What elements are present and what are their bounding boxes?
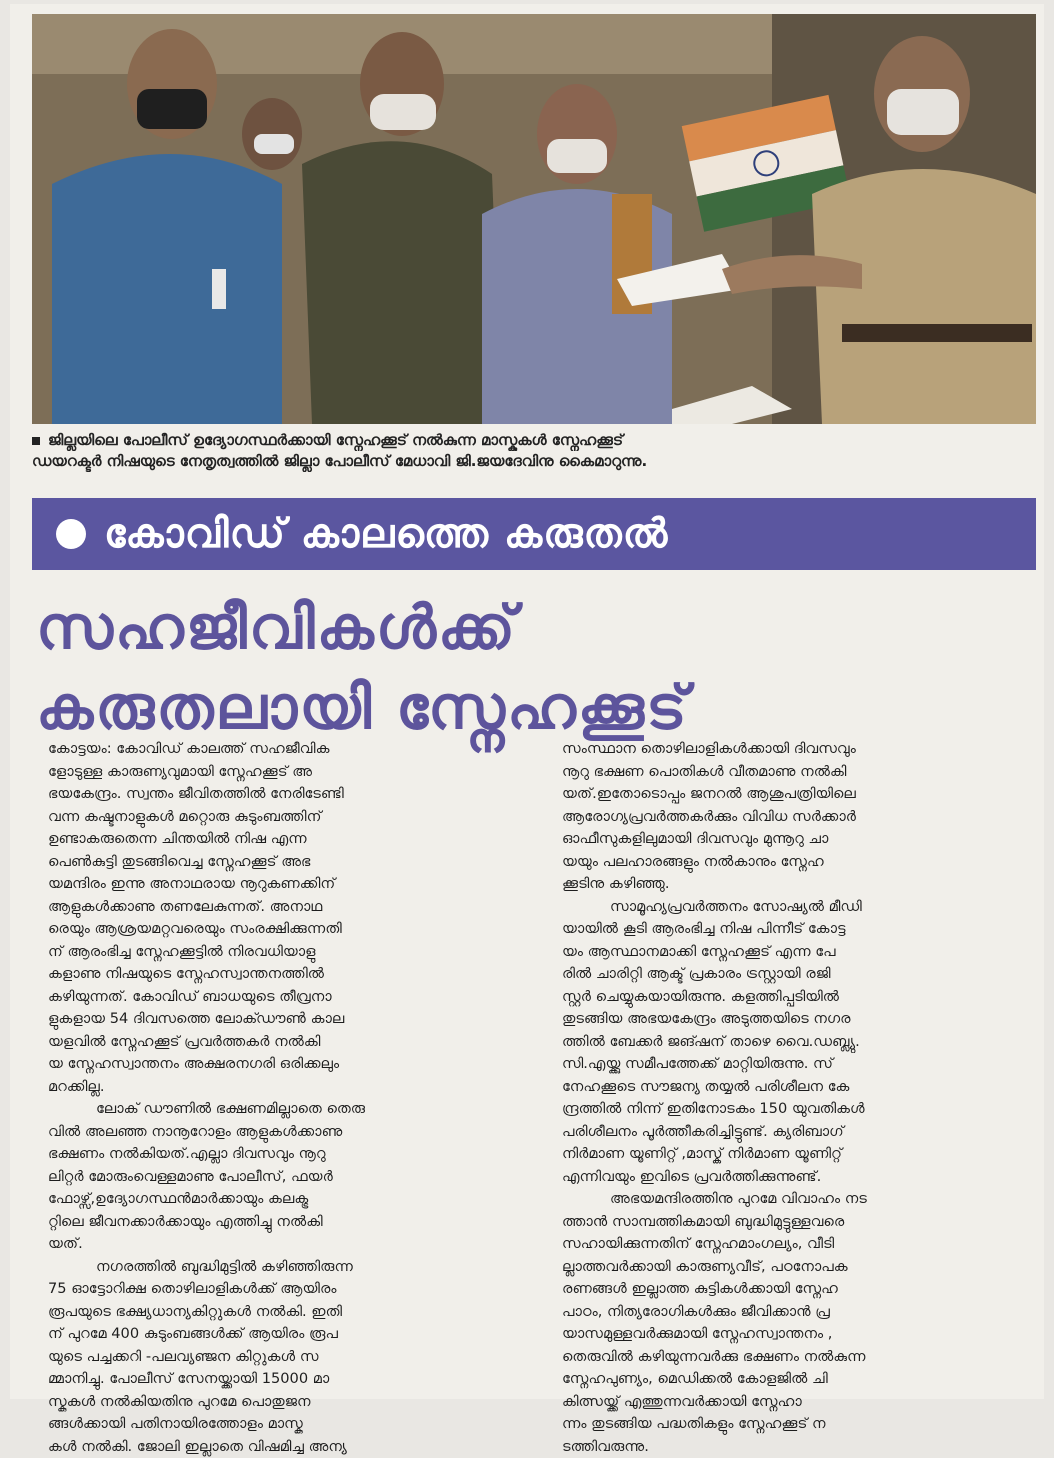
body-text-line: കിത്സയ്ക്ക് എത്തുന്നവർക്കായി സ്നേഹാ (562, 1391, 1024, 1414)
body-text-line: ന്ദ്രത്തിൽ നിന്ന് ഇതിനോടകം 150 യുവതികൾ (562, 1098, 1024, 1121)
body-text-line: വന്ന കഷ്ടനാളുകൾ മറ്റൊരു കുടുംബത്തിന് (48, 806, 528, 829)
body-text-line: രിൽ ചാരിറ്റി ആക്ട് പ്രകാരം ട്രസ്റ്റായി രജി (562, 963, 1024, 986)
body-text-line: ആളുകൾക്കാണു തണലേകുന്നത്. അനാഥ (48, 896, 528, 919)
section-kicker (32, 498, 1036, 570)
body-text-line: മ്മാനിച്ചു. പോലീസ് സേനയ്ക്കായി 15000 മാ (48, 1368, 528, 1391)
body-text-line: ടത്തിവരുന്നു. (562, 1436, 1024, 1458)
body-text-line: സ്കുകൾ നൽകിയതിനു പുറമേ പൊതുജന (48, 1391, 528, 1414)
body-text-line: സ്നേഹപുണ്യം, മെഡിക്കൽ കോളജിൽ ചി (562, 1368, 1024, 1391)
newspaper-page (10, 4, 1044, 1399)
body-text-line: ഓഫീസുകളിലുമായി ദിവസവും മുന്നൂറു ചാ (562, 828, 1024, 851)
caption-bullet-icon (32, 437, 40, 445)
kicker-text: കോവിഡ് കാലത്തെ കരുതൽ (104, 511, 668, 557)
body-text-line: തുടങ്ങിയ അഭയകേന്ദ്രം അടുത്തയിടെ നഗര (562, 1008, 1024, 1031)
body-text-line: രൂപയുടെ ഭക്ഷ്യധാന്യകിറ്റുകൾ നൽകി. ഇതി (48, 1301, 528, 1324)
body-text-line: എന്നിവയും ഇവിടെ പ്രവർത്തിക്കുന്നുണ്ട്. (562, 1166, 1024, 1189)
body-text-line: സാമൂഹ്യപ്രവർത്തനം സോഷ്യൽ മീഡി (562, 896, 1024, 919)
body-text-line: രണങ്ങൾ ഇല്ലാത്ത കുട്ടികൾക്കായി സ്നേഹ (562, 1278, 1024, 1301)
body-text-line: സംസ്ഥാന തൊഴിലാളികൾക്കായി ദിവസവും (562, 738, 1024, 761)
body-text-line: ന് ആരംഭിച്ച സ്നേഹക്കൂട്ടിൽ നിരവധിയാളു (48, 941, 528, 964)
body-text-line: യത്.ഇതോടൊപ്പം ജനറൽ ആശുപത്രിയിലെ (562, 783, 1024, 806)
headline-line-1: സഹജീവികൾക്ക് (36, 588, 1036, 668)
body-text-line: കൾ നൽകി. ജോലി ഇല്ലാതെ വിഷമിച്ച അന്യ (48, 1436, 528, 1458)
body-text-line: സ്റ്റർ ചെയ്യുകയായിരുന്നു. കളത്തിപ്പടിയിൽ (562, 986, 1024, 1009)
body-text-line: ളോടുള്ള കാരുണ്യവുമായി സ്നേഹക്കൂട് അ (48, 761, 528, 784)
body-text-line: കളാണു നിഷയുടെ സ്നേഹസ്വാന്തനത്തിൽ (48, 963, 528, 986)
body-text-line: നേഹക്കൂടെ സൗജന്യ തയ്യൽ പരിശീലന കേ (562, 1076, 1024, 1099)
body-column-right (562, 738, 1024, 1458)
body-text-line: യം ആസ്ഥാനമാക്കി സ്നേഹക്കൂട് എന്ന പേ (562, 941, 1024, 964)
body-text-line: നൂറു ഭക്ഷണ പൊതികൾ വീതമാണു നൽകി (562, 761, 1024, 784)
body-text-line: ലോക് ഡൗണിൽ ഭക്ഷണമില്ലാതെ തെരു (48, 1098, 528, 1121)
body-text-line: ഫോഴ്സ്,ഉദ്യോഗസ്ഥൻമാർക്കായും കലക്ട്ര (48, 1188, 528, 1211)
body-text-line: ങ്ങൾക്കായി പതിനായിരത്തോളം മാസ്കു (48, 1413, 528, 1436)
body-text-line: കഴിയുന്നത്. കോവിഡ് ബാധയുടെ തീവ്രനാ (48, 986, 528, 1009)
body-text-line: വിൽ അലഞ്ഞ നാനൂറോളം ആളുകൾക്കാണു (48, 1121, 528, 1144)
body-column-left (48, 738, 528, 1458)
body-text-line: യുടെ പച്ചക്കറി -പലവ്യഞ്ജന കിറ്റുകൾ സ (48, 1346, 528, 1369)
body-text-line: യളവിൽ സ്നേഹക്കൂട് പ്രവർത്തകർ നൽകി (48, 1031, 528, 1054)
news-photo (32, 14, 1036, 424)
caption-line-1 (32, 430, 1036, 451)
body-text-line: യായിൽ കൂടി ആരംഭിച്ച നിഷ പിന്നീട് കോട്ട (562, 918, 1024, 941)
body-text-line: ളുകളായ 54 ദിവസത്തെ ലോക്ഡൗൺ കാല (48, 1008, 528, 1031)
body-text-line: പെൺകുട്ടി തുടങ്ങിവെച്ച സ്നേഹക്കൂട് അഭ (48, 851, 528, 874)
body-text-line: രെയും ആശ്രയമറ്റവരെയും സംരക്ഷിക്കുന്നതി (48, 918, 528, 941)
body-text-line: നിർമാണ യൂണിറ്റ് ,മാസ്ക് നിർമാണ യൂണിറ്റ് (562, 1143, 1024, 1166)
body-text-line: പാഠം, നിത്യരോഗികൾക്കും ജീവിക്കാൻ പ്ര (562, 1301, 1024, 1324)
bullet-dot-icon (56, 519, 86, 549)
body-text-line: 75 ഓട്ടോറിക്ഷ തൊഴിലാളികൾക്ക് ആയിരം (48, 1278, 528, 1301)
headline-line-2: കരുതലായി സ്നേഹക്കൂട് (36, 668, 1036, 748)
body-text-line: ത്താൻ സാമ്പത്തികമായി ബുദ്ധിമുട്ടുള്ളവരെ (562, 1211, 1024, 1234)
body-text-line: റ്റിലെ ജീവനക്കാർക്കായും എത്തിച്ചു നൽകി (48, 1211, 528, 1234)
body-text-line: തെരുവിൽ കഴിയുന്നവർക്കു ഭക്ഷണം നൽകുന്ന (562, 1346, 1024, 1369)
body-text-line: അഭയമന്ദിരത്തിനു പുറമേ വിവാഹം നട (562, 1188, 1024, 1211)
body-text-line: യത്. (48, 1233, 528, 1256)
photo-caption (32, 430, 1036, 472)
body-text-line: ഉണ്ടാകരുതെന്ന ചിന്തയിൽ നിഷ എന്ന (48, 828, 528, 851)
caption-line-2: ഡയറക്ടർ നിഷയുടെ നേതൃത്വത്തിൽ ജില്ലാ പോലീസ് മേധാവി ജി.ജയദേവിനു കൈമാറുന്നു. (32, 451, 1036, 472)
body-text-line: യ സ്നേഹസ്വാന്തനം അക്ഷരനഗരി ഒരിക്കലും (48, 1053, 528, 1076)
news-photo-illustration (32, 14, 1036, 424)
body-text-line: ല്ലാത്തവർക്കായി കാരുണ്യവീട്, പഠനോപക (562, 1256, 1024, 1279)
body-text-line: ഭക്ഷണം നൽകിയത്.എല്ലാ ദിവസവും നൂറു (48, 1143, 528, 1166)
body-text-line: പരിശീലനം പൂർത്തീകരിച്ചിട്ടുണ്ട്. ക്യരിബാഗ് (562, 1121, 1024, 1144)
article-headline (36, 588, 1036, 748)
body-text-line: ഭയകേന്ദ്രം. സ്വന്തം ജീവിതത്തിൽ നേരിടേണ്ടി (48, 783, 528, 806)
body-text-line: യയും പലഹാരങ്ങളും നൽകാനും സ്നേഹ (562, 851, 1024, 874)
body-text-line: സഹായിക്കുന്നതിന് സ്നേഹമാംഗല്യം, വീടി (562, 1233, 1024, 1256)
body-text-line: കോട്ടയം: കോവിഡ് കാലത്ത് സഹജീവിക (48, 738, 528, 761)
body-text-line: മറക്കില്ല. (48, 1076, 528, 1099)
body-text-line: നഗരത്തിൽ ബുദ്ധിമുട്ടിൽ കഴിഞ്ഞിരുന്ന (48, 1256, 528, 1279)
body-text-line: ന്നം തുടങ്ങിയ പദ്ധതികളും സ്നേഹക്കൂട് ന (562, 1413, 1024, 1436)
body-text-line: യാസമുള്ളവർക്കുമായി സ്നേഹസ്വാന്തനം , (562, 1323, 1024, 1346)
body-text-line: യമന്ദിരം ഇന്നു അനാഥരായ നൂറുകണക്കിന് (48, 873, 528, 896)
caption-text-1: ജില്ലയിലെ പോലീസ് ഉദ്യോഗസ്ഥർക്കായി സ്നേഹക്കൂട് നൽകുന്ന മാസ്കുകൾ സ്നേഹക്കൂട് (48, 431, 623, 449)
body-text-line: ലിറ്റർ മോരുംവെള്ളമാണു പോലീസ്, ഫയർ (48, 1166, 528, 1189)
body-text-line: ആരോഗ്യപ്രവർത്തകർക്കും വിവിധ സർക്കാർ (562, 806, 1024, 829)
body-text-line: ക്കൂടിനു കഴിഞ്ഞു. (562, 873, 1024, 896)
body-text-line: ത്തിൽ ബേക്കർ ജങ്ഷന് താഴെ വൈ.ഡബ്ല്യു. (562, 1031, 1024, 1054)
body-text-line: ന് പുറമേ 400 കുടുംബങ്ങൾക്ക് ആയിരം രൂപ (48, 1323, 528, 1346)
body-text-line: സി.എയ്ക്കു സമീപത്തേക്ക് മാറ്റിയിരുന്നു. സ് (562, 1053, 1024, 1076)
